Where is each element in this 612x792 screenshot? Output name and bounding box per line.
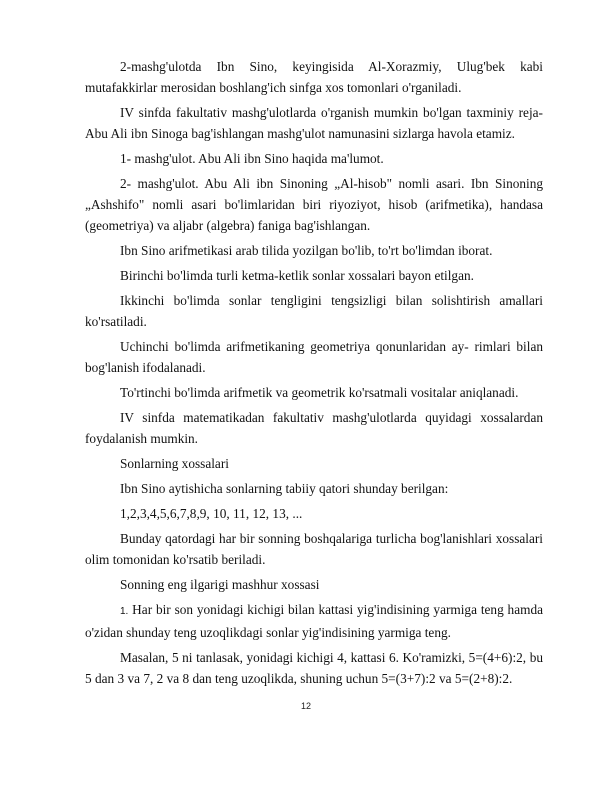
paragraph-relations: Bunday qatordagi har bir sonning boshqalariga turlicha bog'lanishlari xossalari olim tomonidan ko'rsatib beriladi.	[85, 531, 543, 567]
property-item-1	[85, 599, 543, 643]
document-body	[85, 56, 543, 693]
paragraph-arithmetic: Ibn Sino arifmetikasi arab tilida yozilgan bo'lib, to'rt bo'limdan iborat.	[120, 243, 493, 258]
paragraph-section-1: Birinchi bo'limda turli ketma-ketlik sonlar xossalari bayon etilgan.	[120, 268, 474, 283]
paragraph-natural-series: Ibn Sino aytishicha sonlarning tabiiy qatori shunday berilgan:	[120, 481, 449, 496]
paragraph-plan: IV sinfda fakultativ mashg'ulotlarda o'rganish mumkin bo'lgan taxminiy reja- Abu Ali ibn Sinoga bag'ishlangan mashg'ulot namunasini sizlarga havola etamiz.	[85, 105, 543, 141]
paragraph-lesson-2: 2- mashg'ulot. Abu Ali ibn Sinoning „Al-hisob" nomli asari. Ibn Sinoning „Ashshifo" nomli asari bo'limlaridan biri riyoziyot, hisob (arifmetika), handasa (geometriya) va aljabr (algebra) faniga bag'ishlangan.	[85, 176, 543, 233]
paragraph-section-2: Ikkinchi bo'limda sonlar tengligini tengsizligi bilan solishtirish amallari ko'rsatiladi.	[85, 293, 543, 329]
number-series: 1,2,3,4,5,6,7,8,9, 10, 11, 12, 13, ...	[120, 506, 303, 521]
page-number: 12	[300, 701, 311, 711]
item-number: 1.	[120, 606, 129, 617]
paragraph-example: Masalan, 5 ni tanlasak, yonidagi kichigi 4, kattasi 6. Ko'ramizki, 5=(4+6):2, bu 5 dan 3 va 7, 2 va 8 dan teng uzoqlikda, shuning uchun 5=(3+7):2 va 5=(2+8):2.	[85, 650, 543, 686]
paragraph-properties-intro: IV sinfda matematikadan fakultativ mashg'ulotlarda quyidagi xossalardan foydalanish mumkin.	[85, 410, 543, 446]
item-text: Har bir son yonidagi kichigi bilan kattasi yig'indisining yarmiga teng hamda o'zidan shunday teng uzoqlikdagi sonlar yig'indisining yarmiga teng.	[85, 602, 543, 640]
heading-number-properties: Sonlarning xossalari	[120, 456, 229, 471]
paragraph-intro: 2-mashg'ulotda Ibn Sino, keyingisida Al-Xorazmiy, Ulug'bek kabi mutafakkirlar merosidan boshlang'ich sinfga xos tomonlari o'rganiladi.	[85, 59, 543, 95]
paragraph-section-4: To'rtinchi bo'limda arifmetik va geometrik ko'rsatmali vositalar aniqlanadi.	[120, 385, 519, 400]
paragraph-section-3: Uchinchi bo'limda arifmetikaning geometriya qonunlaridan ay- rimlari bilan bog'lanish ifodalanadi.	[85, 339, 543, 375]
paragraph-lesson-1: 1- mashg'ulot. Abu Ali ibn Sino haqida ma'lumot.	[120, 151, 384, 166]
paragraph-famous-property: Sonning eng ilgarigi mashhur xossasi	[120, 577, 320, 592]
